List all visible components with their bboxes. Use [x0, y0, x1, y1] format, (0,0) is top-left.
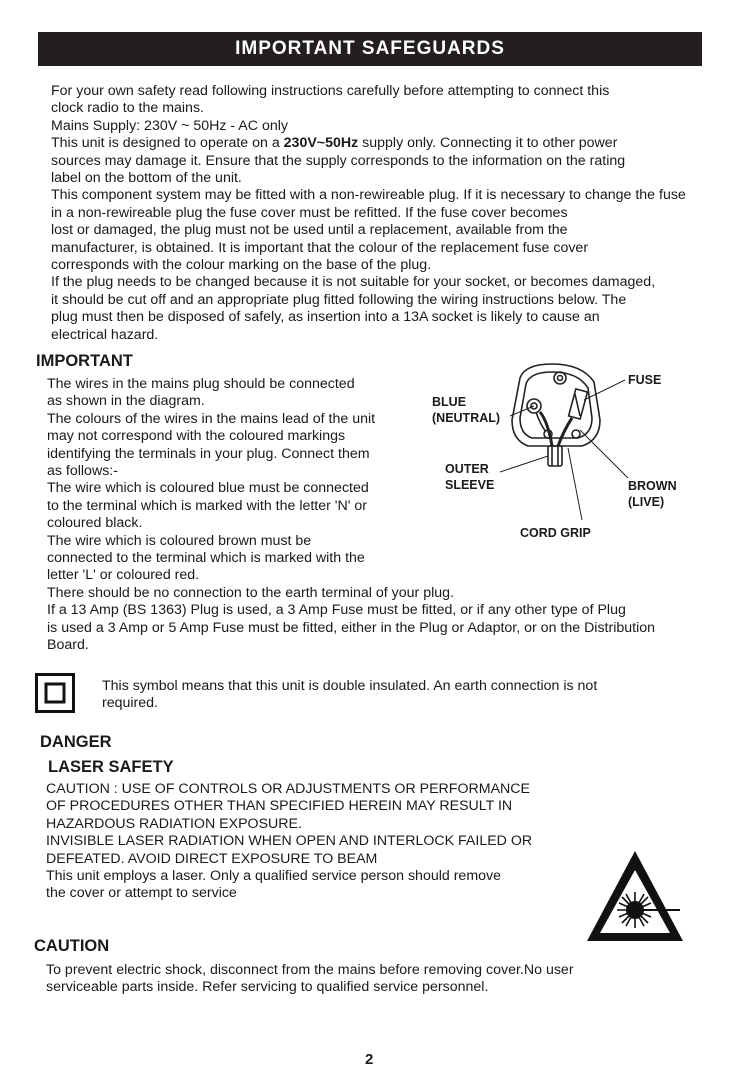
blue-neutral-label [432, 394, 500, 426]
supply-post: supply only. Connecting it to other power [358, 135, 618, 152]
caution-line: serviceable parts inside. Refer servicing to qualified service personnel. [46, 979, 489, 996]
important-line: The wires in the mains plug should be connected [47, 376, 355, 392]
important-line: There should be no connection to the earth terminal of your plug. [47, 584, 454, 601]
important-line: The wire which is coloured blue must be connected [47, 480, 369, 497]
important-line: If a 13 Amp (BS 1363) Plug is used, a 3 Amp Fuse must be fitted, or if any other type of Plug [47, 602, 626, 619]
important-line: may not correspond with the coloured markings [47, 428, 346, 445]
laser-caution-text [46, 781, 532, 903]
intro-line: For your own safety read following instructions carefully before attempting to connect this [51, 83, 610, 99]
blue-label: BLUE [432, 395, 467, 409]
important-line: letter 'L' or coloured red. [47, 567, 200, 584]
double-insulated-icon [35, 673, 75, 713]
intro-line: Mains Supply: 230V ~ 50Hz - AC only [51, 117, 288, 134]
laser-warning-icon [584, 848, 686, 944]
laser-line: INVISIBLE LASER RADIATION WHEN OPEN AND INTERLOCK FAILED OR [46, 833, 533, 850]
page-title: IMPORTANT SAFEGUARDS [38, 32, 702, 66]
important-line: The wire which is coloured brown must be [47, 532, 312, 549]
outer-label: OUTER [445, 462, 489, 476]
danger-heading: DANGER [40, 733, 112, 751]
caution-line: To prevent electric shock, disconnect from the mains before removing cover.No user [46, 962, 574, 978]
intro-line: This component system may be fitted with a non-rewireable plug. If it is necessary to change the fuse [51, 187, 686, 204]
important-line: The colours of the wires in the mains lead of the unit [47, 410, 376, 427]
laser-line: DEFEATED. AVOID DIRECT EXPOSURE TO BEAM [46, 850, 378, 867]
intro-line: If the plug needs to be changed because it is not suitable for your socket, or becomes damaged, [51, 274, 656, 291]
intro-line: plug must then be disposed of safely, as insertion into a 13A socket is likely to cause an [51, 309, 600, 326]
important-line: connected to the terminal which is marked with the [47, 550, 365, 567]
intro-line: in a non-rewireable plug the fuse cover must be refitted. If the fuse cover becomes [51, 204, 568, 221]
important-line: as shown in the diagram. [47, 393, 205, 410]
brown-label: BROWN [628, 479, 677, 493]
live-label: (LIVE) [628, 495, 665, 509]
fuse-label: FUSE [628, 373, 662, 387]
important-line: coloured black. [47, 515, 143, 532]
important-line: Board. [47, 637, 89, 654]
laser-line: CAUTION : USE OF CONTROLS OR ADJUSTMENTS OR PERFORMANCE [46, 781, 530, 797]
intro-line: it should be cut off and an appropriate plug fitted following the wiring instructions below. The [51, 291, 627, 308]
supply-line [51, 135, 686, 152]
laser-line: HAZARDOUS RADIATION EXPOSURE. [46, 815, 302, 832]
intro-line: corresponds with the colour marking on the base of the plug. [51, 257, 432, 274]
double-insulated-line: required. [102, 695, 158, 712]
caution-text [46, 962, 574, 997]
laser-line: the cover or attempt to service [46, 885, 237, 902]
caution-heading: CAUTION [34, 937, 110, 955]
double-insulated-text [102, 678, 597, 713]
brown-live-label [628, 478, 677, 510]
intro-line: electrical hazard. [51, 326, 159, 343]
neutral-label: (NEUTRAL) [432, 411, 501, 425]
intro-section [51, 83, 686, 344]
cord-grip-label: CORD GRIP [520, 526, 591, 540]
page-number: 2 [365, 1051, 374, 1068]
intro-line: clock radio to the mains. [51, 100, 204, 117]
intro-line: sources may damage it. Ensure that the supply corresponds to the information on the rating [51, 152, 626, 169]
laser-line: This unit employs a laser. Only a qualified service person should remove [46, 868, 502, 885]
intro-line: label on the bottom of the unit. [51, 170, 242, 187]
diagram-leader-lines [500, 360, 640, 530]
supply-rating: 230V~50Hz [283, 135, 359, 152]
outer-sleeve-label [445, 461, 494, 493]
intro-line: lost or damaged, the plug must not be used until a replacement, available from the [51, 222, 568, 239]
double-insulated-line: This symbol means that this unit is double insulated. An earth connection is not [102, 678, 598, 694]
intro-line: manufacturer, is obtained. It is important that the colour of the replacement fuse cover [51, 239, 589, 256]
important-line: to the terminal which is marked with the letter 'N' or [47, 497, 368, 514]
sleeve-label: SLEEVE [445, 478, 495, 492]
laser-line: OF PROCEDURES OTHER THAN SPECIFIED HEREIN MAY RESULT IN [46, 798, 513, 815]
important-line: is used a 3 Amp or 5 Amp Fuse must be fitted, either in the Plug or Adaptor, or on the Distribution [47, 619, 656, 636]
laser-safety-heading: LASER SAFETY [48, 758, 174, 776]
important-line: identifying the terminals in your plug. Connect them [47, 445, 370, 462]
important-heading: IMPORTANT [36, 352, 133, 370]
important-line: as follows:- [47, 463, 118, 480]
supply-pre: This unit is designed to operate on a [51, 135, 284, 152]
